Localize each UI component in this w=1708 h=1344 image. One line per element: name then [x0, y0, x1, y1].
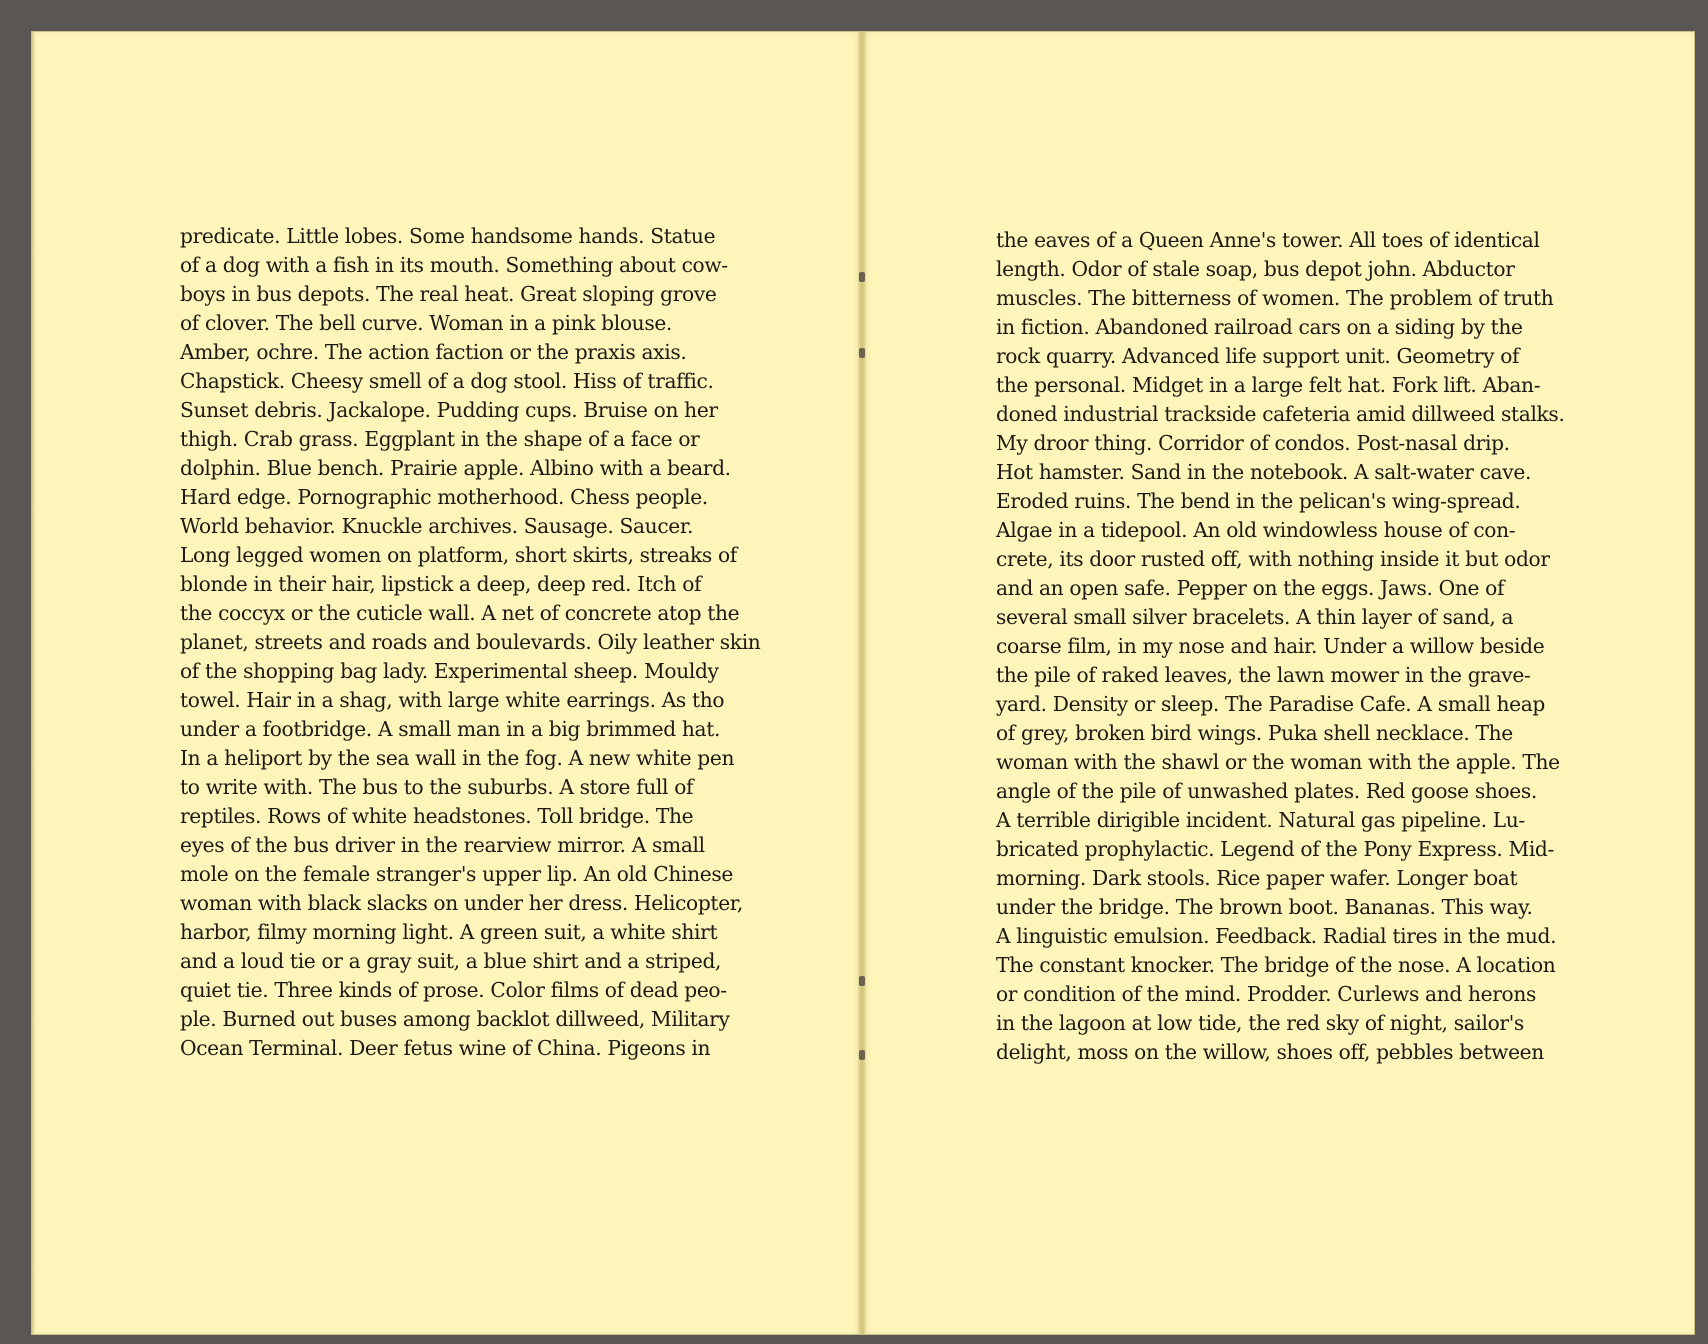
text-line: Sunset debris. Jackalope. Pudding cups. Bruise on her: [180, 398, 718, 422]
text-line: to write with. The bus to the suburbs. A store full of: [180, 775, 694, 799]
text-line: length. Odor of stale soap, bus depot john. Abductor: [996, 257, 1515, 281]
text-line: Long legged women on platform, short skirts, streaks of: [180, 543, 737, 567]
text-line: the coccyx or the cuticle wall. A net of concrete atop the: [180, 601, 740, 625]
text-line: several small silver bracelets. A thin layer of sand, a: [996, 605, 1514, 629]
text-line: My droor thing. Corridor of condos. Post-nasal drip.: [996, 431, 1510, 455]
text-line: thigh. Crab grass. Eggplant in the shape of a face or: [180, 427, 700, 451]
text-line: eyes of the bus driver in the rearview mirror. A small: [180, 833, 705, 857]
text-line: Amber, ochre. The action faction or the praxis axis.: [180, 340, 687, 364]
text-line: dolphin. Blue bench. Prairie apple. Albino with a beard.: [180, 456, 731, 480]
text-line: of a dog with a fish in its mouth. Something about cow-: [180, 253, 728, 277]
text-line: predicate. Little lobes. Some handsome hands. Statue: [180, 224, 716, 248]
text-line: muscles. The bitterness of women. The problem of truth: [996, 286, 1554, 310]
text-line: coarse film, in my nose and hair. Under a willow beside: [996, 634, 1545, 658]
text-line: and an open safe. Pepper on the eggs. Jaws. One of: [996, 576, 1505, 600]
text-line: blonde in their hair, lipstick a deep, deep red. Itch of: [180, 572, 702, 596]
text-line: Chapstick. Cheesy smell of a dog stool. Hiss of traffic.: [180, 369, 714, 393]
text-line: delight, moss on the willow, shoes off, pebbles between: [996, 1040, 1544, 1064]
text-line: ple. Burned out buses among backlot dillweed, Military: [180, 1007, 730, 1031]
text-line: Eroded ruins. The bend in the pelican's wing-spread.: [996, 489, 1521, 513]
text-line: Hard edge. Pornographic motherhood. Chess people.: [180, 485, 708, 509]
text-line: of clover. The bell curve. Woman in a pink blouse.: [180, 311, 672, 335]
text-line: woman with black slacks on under her dress. Helicopter,: [180, 891, 743, 915]
text-line: World behavior. Knuckle archives. Sausage. Saucer.: [180, 514, 694, 538]
left-page: [32, 32, 862, 1334]
text-line: mole on the female stranger's upper lip. An old Chinese: [180, 862, 733, 886]
binding-stitch: [859, 272, 865, 282]
text-line: reptiles. Rows of white headstones. Toll bridge. The: [180, 804, 694, 828]
text-line: quiet tie. Three kinds of prose. Color films of dead peo-: [180, 978, 727, 1002]
text-line: doned industrial trackside cafeteria amid dillweed stalks.: [996, 402, 1565, 426]
binding-stitch: [859, 348, 865, 358]
binding-stitch: [859, 976, 865, 986]
text-line: in the lagoon at low tide, the red sky of night, sailor's: [996, 1011, 1524, 1035]
text-line: planet, streets and roads and boulevards. Oily leather skin: [180, 630, 761, 654]
text-line: in fiction. Abandoned railroad cars on a siding by the: [996, 315, 1523, 339]
text-line: and a loud tie or a gray suit, a blue shirt and a striped,: [180, 949, 722, 973]
text-line: bricated prophylactic. Legend of the Pony Express. Mid-: [996, 837, 1554, 861]
binding-stitch: [859, 1050, 865, 1060]
book-spread: [32, 32, 1694, 1334]
text-line: The constant knocker. The bridge of the nose. A location: [996, 953, 1556, 977]
left-page-text: [180, 222, 761, 1063]
text-line: A terrible dirigible incident. Natural gas pipeline. Lu-: [996, 808, 1525, 832]
text-line: Hot hamster. Sand in the notebook. A salt-water cave.: [996, 460, 1532, 484]
text-line: the personal. Midget in a large felt hat. Fork lift. Aban-: [996, 373, 1541, 397]
text-line: the pile of raked leaves, the lawn mower in the grave-: [996, 663, 1531, 687]
text-line: In a heliport by the sea wall in the fog. A new white pen: [180, 746, 735, 770]
text-line: of grey, broken bird wings. Puka shell necklace. The: [996, 721, 1513, 745]
text-line: Ocean Terminal. Deer fetus wine of China. Pigeons in: [180, 1036, 711, 1060]
text-line: A linguistic emulsion. Feedback. Radial tires in the mud.: [996, 924, 1557, 948]
text-line: of the shopping bag lady. Experimental sheep. Mouldy: [180, 659, 719, 683]
text-line: crete, its door rusted off, with nothing inside it but odor: [996, 547, 1550, 571]
text-line: under a footbridge. A small man in a big brimmed hat.: [180, 717, 721, 741]
text-line: or condition of the mind. Prodder. Curlews and herons: [996, 982, 1537, 1006]
book-gutter: [858, 32, 866, 1334]
text-line: woman with the shawl or the woman with the apple. The: [996, 750, 1560, 774]
text-line: Algae in a tidepool. An old windowless house of con-: [996, 518, 1516, 542]
text-line: angle of the pile of unwashed plates. Red goose shoes.: [996, 779, 1537, 803]
text-line: the eaves of a Queen Anne's tower. All toes of identical: [996, 228, 1540, 252]
text-line: boys in bus depots. The real heat. Great sloping grove: [180, 282, 717, 306]
text-line: rock quarry. Advanced life support unit. Geometry of: [996, 344, 1520, 368]
text-line: yard. Density or sleep. The Paradise Cafe. A small heap: [996, 692, 1546, 716]
text-line: under the bridge. The brown boot. Bananas. This way.: [996, 895, 1533, 919]
text-line: harbor, filmy morning light. A green suit, a white shirt: [180, 920, 718, 944]
page-edge: [32, 32, 36, 1334]
right-page-text: [996, 226, 1565, 1067]
text-line: morning. Dark stools. Rice paper wafer. Longer boat: [996, 866, 1518, 890]
text-line: towel. Hair in a shag, with large white earrings. As tho: [180, 688, 725, 712]
